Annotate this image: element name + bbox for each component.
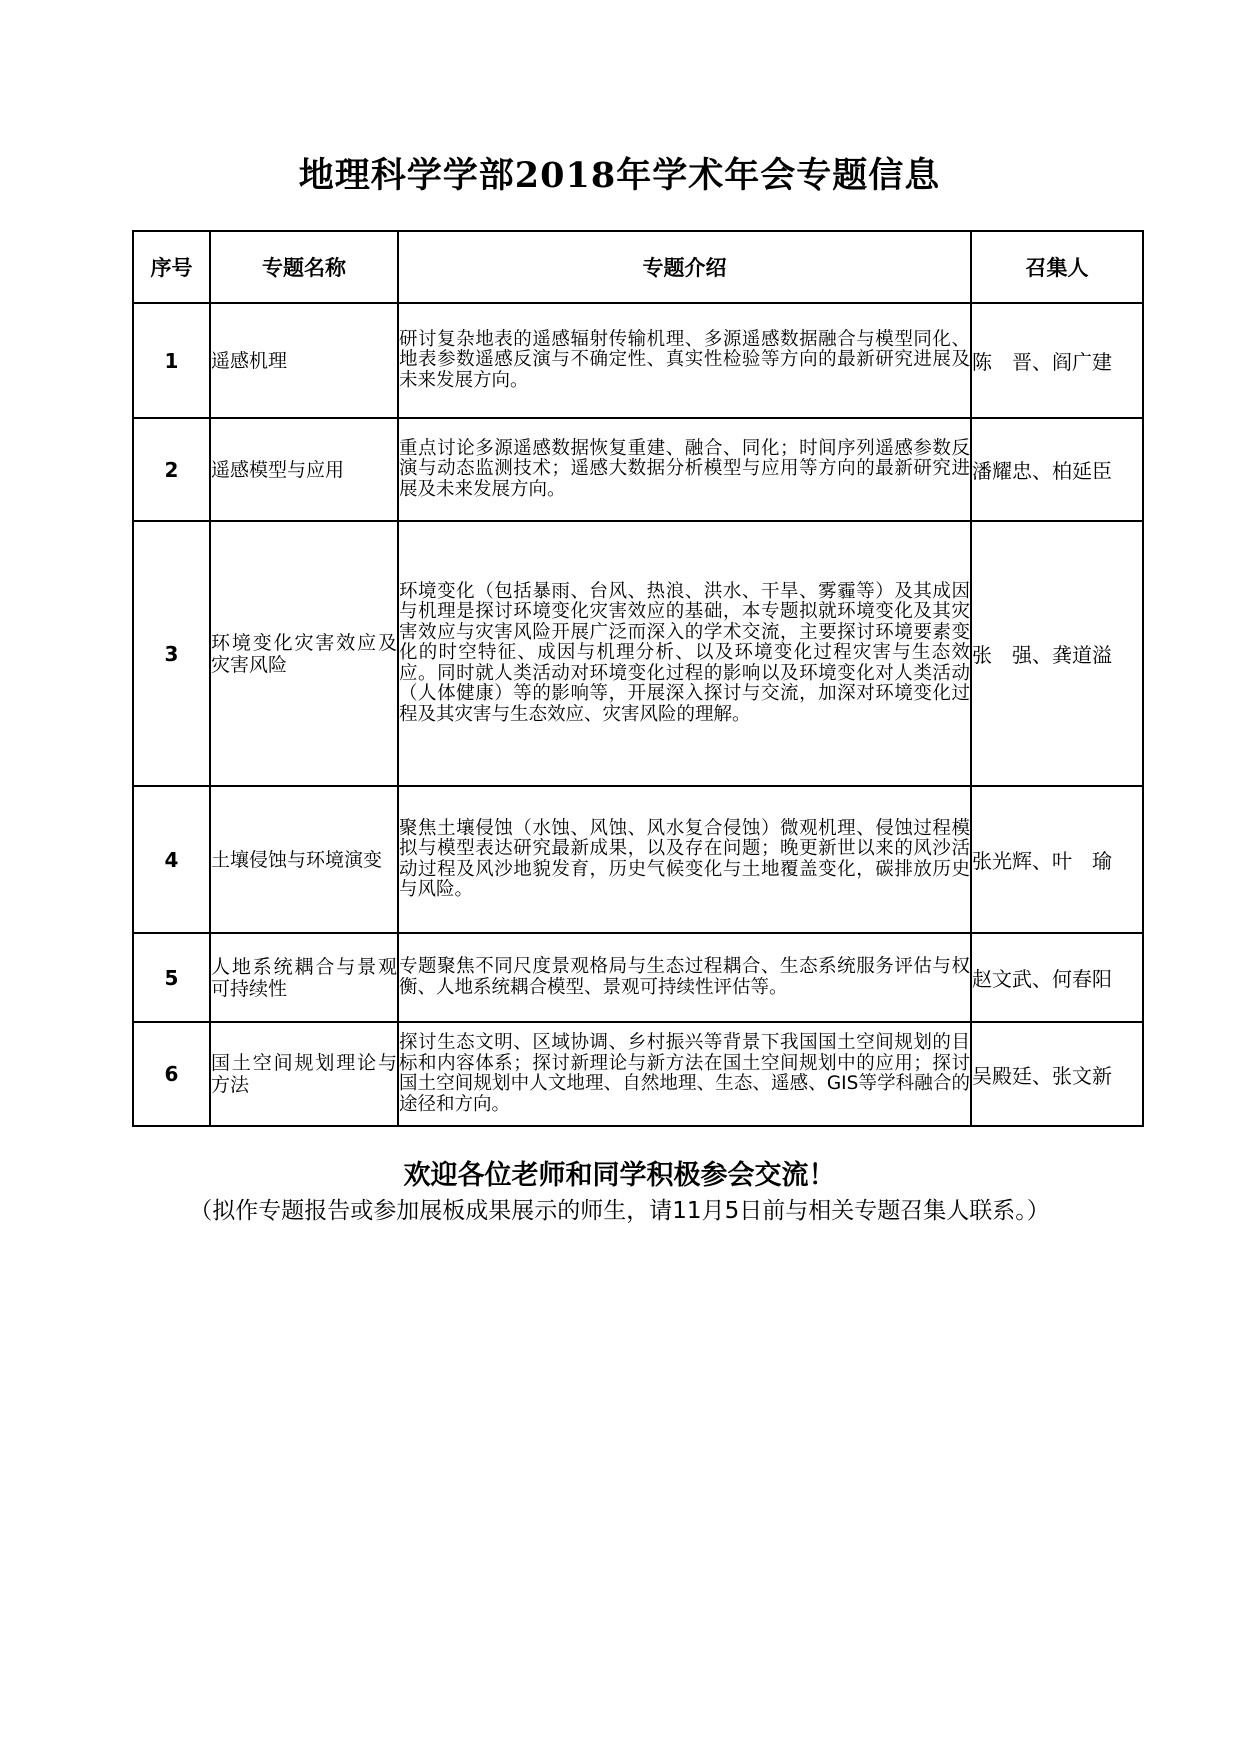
topic-name: 环境变化灾害效应及灾害风险 <box>210 521 398 786</box>
row-number: 3 <box>133 521 210 786</box>
topic-name: 遥感机理 <box>210 303 398 418</box>
row-number: 2 <box>133 418 210 521</box>
topic-name: 国土空间规划理论与方法 <box>210 1022 398 1126</box>
header-number: 序号 <box>133 231 210 303</box>
topic-name: 人地系统耦合与景观可持续性 <box>210 933 398 1022</box>
table-row <box>133 303 1143 418</box>
table-row <box>133 521 1143 786</box>
topic-description: 探讨生态文明、区域协调、乡村振兴等背景下我国国土空间规划的目标和内容体系；探讨新理论与新方法在国土空间规划中的应用；探讨国土空间规划中人文地理、自然地理、生态、遥感、GIS等学科融合的途径和方向。 <box>398 1022 971 1126</box>
header-name: 专题名称 <box>210 231 398 303</box>
topic-convener: 陈 晋、阎广建 <box>971 303 1143 418</box>
table-row <box>133 418 1143 521</box>
topic-description: 重点讨论多源遥感数据恢复重建、融合、同化；时间序列遥感参数反演与动态监测技术；遥感大数据分析模型与应用等方向的最新研究进展及未来发展方向。 <box>398 418 971 521</box>
header-convener: 召集人 <box>971 231 1143 303</box>
page-title: 地理科学学部2018年学术年会专题信息 <box>298 155 941 196</box>
topic-name: 遥感模型与应用 <box>210 418 398 521</box>
row-number: 5 <box>133 933 210 1022</box>
table-row <box>133 1022 1143 1126</box>
topic-description: 研讨复杂地表的遥感辐射传输机理、多源遥感数据融合与模型同化、地表参数遥感反演与不确定性、真实性检验等方向的最新研究进展及未来发展方向。 <box>398 303 971 418</box>
topic-convener: 张 强、龚道溢 <box>971 521 1143 786</box>
contact-note: （拟作专题报告或参加展板成果展示的师生，请11月5日前与相关专题召集人联系。） <box>189 1198 1050 1224</box>
welcome-message: 欢迎各位老师和同学积极参会交流！ <box>403 1160 836 1191</box>
table-row <box>133 933 1143 1022</box>
topic-name: 土壤侵蚀与环境演变 <box>210 786 398 933</box>
topic-description: 聚焦土壤侵蚀（水蚀、风蚀、风水复合侵蚀）微观机理、侵蚀过程模拟与模型表达研究最新成果，以及存在问题；晚更新世以来的风沙活动过程及风沙地貌发育，历史气候变化与土地覆盖变化，碳排放历史与风险。 <box>398 786 971 933</box>
table-row <box>133 786 1143 933</box>
topic-convener: 赵文武、何春阳 <box>971 933 1143 1022</box>
row-number: 6 <box>133 1022 210 1126</box>
topic-convener: 潘耀忠、柏延臣 <box>971 418 1143 521</box>
topics-table <box>132 230 1144 1127</box>
topic-convener: 张光辉、叶 瑜 <box>971 786 1143 933</box>
topic-description: 专题聚焦不同尺度景观格局与生态过程耦合、生态系统服务评估与权衡、人地系统耦合模型、景观可持续性评估等。 <box>398 933 971 1022</box>
topic-description: 环境变化（包括暴雨、台风、热浪、洪水、干旱、雾霾等）及其成因与机理是探讨环境变化灾害效应的基础，本专题拟就环境变化及其灾害效应与灾害风险开展广泛而深入的学术交流，主要探讨环境要素变化的时空特征、成因与机理分析、以及环境变化过程灾害与生态效应。同时就人类活动对环境变化过程的影响以及环境变化对人类活动（人体健康）等的影响等，开展深入探讨与交流，加深对环境变化过程及其灾害与生态效应、灾害风险的理解。 <box>398 521 971 786</box>
row-number: 1 <box>133 303 210 418</box>
table-header-row <box>133 231 1143 303</box>
topic-convener: 吴殿廷、张文新 <box>971 1022 1143 1126</box>
header-description: 专题介绍 <box>398 231 971 303</box>
row-number: 4 <box>133 786 210 933</box>
